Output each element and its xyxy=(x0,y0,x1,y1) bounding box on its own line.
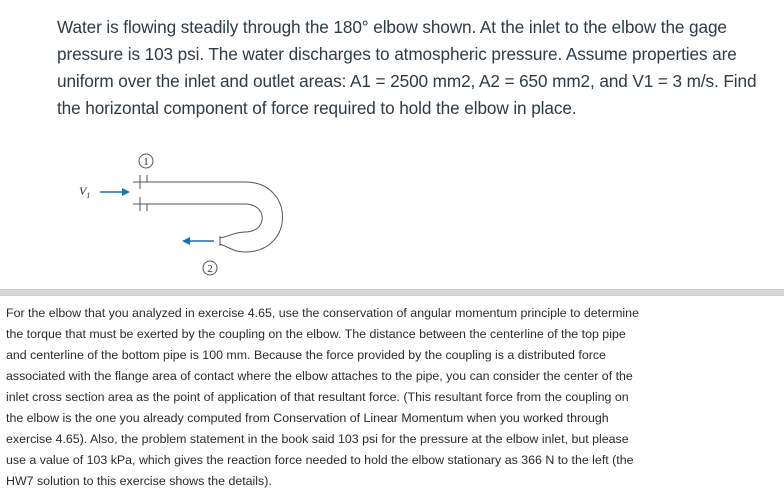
inlet-velocity-arrow xyxy=(100,188,130,196)
note-line: associated with the flange area of contact where the elbow attaches to the pipe, you can consider the center of the xyxy=(6,369,633,383)
section-divider xyxy=(0,289,784,296)
problem-line: Water is flowing steadily through the 180° elbow shown. At the inlet to the elbow the gage xyxy=(57,17,727,37)
instructor-note xyxy=(6,303,782,492)
svg-text:1: 1 xyxy=(143,156,149,168)
note-line: exercise 4.65). Also, the problem statement in the book said 103 psi for the pressure at the elbow inlet, but please xyxy=(6,432,629,446)
station-2-marker xyxy=(203,261,217,275)
problem-line: uniform over the inlet and outlet areas: A1 = 2500 mm2, A2 = 650 mm2, and V1 = 3 m/s. Find xyxy=(57,71,757,91)
outlet-velocity-arrow xyxy=(182,237,214,245)
outlet-pipe xyxy=(220,232,245,252)
note-line: and centerline of the bottom pipe is 100 mm. Because the force provided by the coupling is a distributed force xyxy=(6,348,606,362)
note-line: use a value of 103 kPa, which gives the reaction force needed to hold the elbow stationary as 366 N to the left (the xyxy=(6,453,634,467)
problem-statement xyxy=(57,14,784,122)
note-line: inlet cross section area as the point of application of that resultant force. (This resultant force from the coupling on xyxy=(6,390,629,404)
svg-text:2: 2 xyxy=(207,263,213,275)
problem-line: pressure is 103 psi. The water discharges to atmospheric pressure. Assume properties are xyxy=(57,44,737,64)
note-line: the elbow is the one you already computed from Conservation of Linear Momentum when you worked through xyxy=(6,411,609,425)
elbow-bend xyxy=(245,182,283,252)
elbow-figure xyxy=(70,148,300,283)
inlet-pipe xyxy=(133,175,245,211)
note-line: HW7 solution to this exercise shows the details). xyxy=(6,474,272,488)
station-1-marker xyxy=(139,154,153,168)
note-line: the torque that must be exerted by the coupling on the elbow. The distance between the centerline of the top pipe xyxy=(6,327,626,341)
note-line: For the elbow that you analyzed in exercise 4.65, use the conservation of angular momentum principle to determine xyxy=(6,306,639,320)
problem-line: the horizontal component of force required to hold the elbow in place. xyxy=(57,98,577,118)
velocity-label: $V_1$ xyxy=(79,184,91,200)
